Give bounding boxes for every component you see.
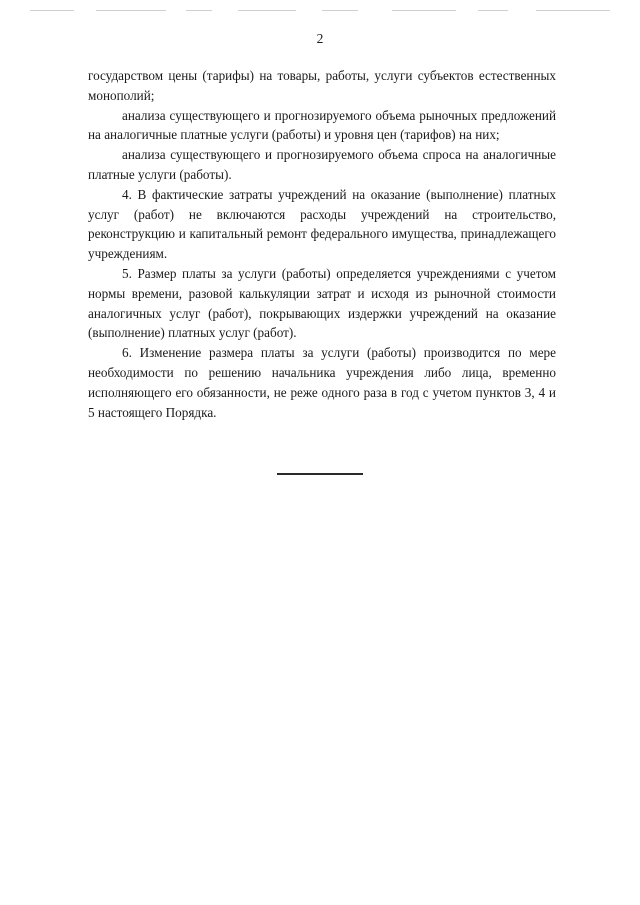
scan-artifact — [0, 6, 640, 16]
paragraph: государством цены (тарифы) на товары, работы, услуги субъектов естественных монополий; — [88, 68, 556, 103]
paragraph: 6. Изменение размера платы за услуги (работы) производится по мере необходимости по решению начальника учреждения либо лица, временно исполняющего его обязанности, не реже одного раза в год с учетом пунктов 3, 4 и 5 настоящего Порядка. — [88, 345, 556, 420]
paragraph: анализа существующего и прогнозируемого объема рыночных предложений на аналогичные платные услуги (работы) и уровня цен (тарифов) на них; — [88, 107, 556, 143]
paragraph: анализа существующего и прогнозируемого объема спроса на аналогичные платные услуги (работы). — [88, 147, 556, 182]
page-number: 2 — [316, 31, 324, 46]
document-body — [88, 66, 556, 422]
section-divider — [0, 462, 640, 480]
horizontal-rule — [277, 473, 363, 475]
paragraph: 4. В фактические затраты учреждений на оказание (выполнение) платных услуг (работ) не включаются расходы учреждений на строительство, реконструкцию и капитальный ремонт федерального имущества, принадлежащего учреждениям. — [88, 186, 556, 262]
paragraph: 5. Размер платы за услуги (работы) определяется учреждениями с учетом нормы времени, разовой калькуляции затрат и исходя из рыночной стоимости аналогичных услуг (работ), покрывающих издержки учреждений на оказание (выполнение) платных услуг (работ). — [88, 265, 556, 341]
